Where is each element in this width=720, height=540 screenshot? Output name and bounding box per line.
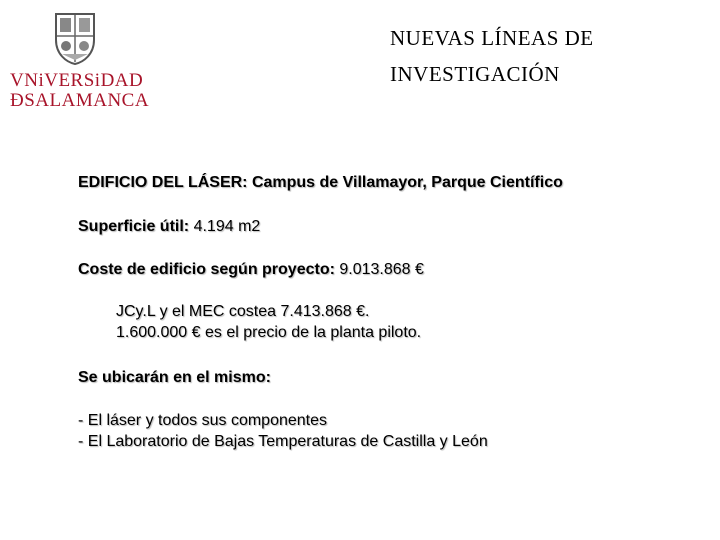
list-item-laboratory: - El Laboratorio de Bajas Temperaturas de Castilla y León [78, 433, 488, 450]
list-item-laser: - El láser y todos sus componentes [78, 412, 328, 429]
building-value: Campus de Villamayor, Parque Científico [251, 174, 563, 191]
surface-label: Superficie útil: [78, 218, 190, 235]
building-label: EDIFICIO DEL LÁSER: [78, 174, 248, 191]
location-heading: Se ubicarán en el mismo: [78, 369, 271, 386]
university-logo [10, 8, 150, 111]
university-seal-icon [52, 10, 98, 66]
funding-line-2: 1.600.000 € es el precio de la planta piloto. [116, 324, 422, 341]
cost-line [78, 261, 424, 279]
cost-value: 9.013.868 € [339, 261, 424, 278]
logo-text-line1: VNiVERSiDAD [10, 70, 144, 91]
slide-title-line2: INVESTIGACIÓN [390, 62, 560, 86]
logo-text-line2: ÐSALAMANCA [10, 90, 150, 111]
slide-title-line1: NUEVAS LÍNEAS DE [390, 26, 594, 50]
surface-line [78, 218, 260, 236]
cost-label: Coste de edificio según proyecto: [78, 261, 335, 278]
surface-value: 4.194 m2 [193, 218, 261, 235]
funding-line-1: JCy.L y el MEC costea 7.413.868 €. [116, 303, 370, 320]
building-line [78, 174, 563, 192]
